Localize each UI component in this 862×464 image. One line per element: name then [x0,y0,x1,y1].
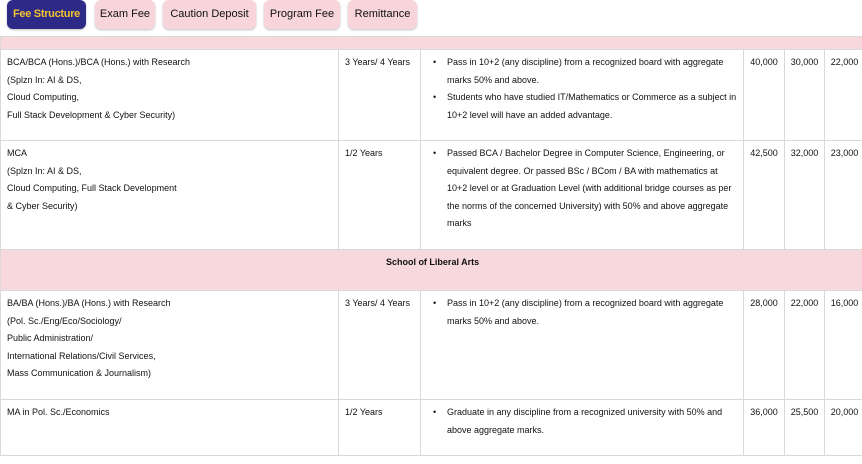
eligibility-item: • Pass in 10+2 (any discipline) from a recognized board with aggregate marks 50% and above. [427,295,737,330]
tab-program-fee[interactable]: Program Fee [264,0,340,29]
fee-cell: 22,000 [785,291,825,400]
table-row [1,291,862,400]
program-line: International Relations/Civil Services, [7,350,156,361]
table-row [1,141,862,250]
fee-cell: 36,000 [744,400,785,456]
program-cell [1,400,339,456]
program-line: (Splzn In: AI & DS, [7,74,82,85]
program-line: & Cyber Security) [7,200,78,211]
program-cell [1,291,339,400]
eligibility-cell [421,50,744,141]
fee-cell: 32,000 [785,141,825,250]
fee-cell: 16,000 [825,291,862,400]
eligibility-cell [421,291,744,400]
fee-cell: 28,000 [744,291,785,400]
program-cell [1,50,339,141]
program-cell [1,141,339,250]
section-title: School of Liberal Arts [1,250,862,291]
section-header-row-partial [1,37,862,50]
section-header-row [1,250,862,291]
program-line: Public Administration/ [7,333,94,344]
fee-tab-bar [0,0,862,36]
program-line: BCA/BCA (Hons.)/BCA (Hons.) with Research [7,57,191,67]
duration-cell: 3 Years/ 4 Years [339,291,421,400]
duration-cell: 1/2 Years [339,400,421,456]
fee-structure-table [0,36,862,456]
fee-cell: 22,000 [825,50,862,141]
program-line: (Splzn In: AI & DS, [7,165,82,176]
program-line: MCA [7,148,27,158]
eligibility-cell [421,400,744,456]
fee-table-viewport[interactable] [0,36,862,464]
program-line: (Pol. Sc./Eng/Eco/Sociology/ [7,315,122,326]
program-line: Cloud Computing, [7,92,80,103]
fee-cell: 25,500 [785,400,825,456]
eligibility-item: • Graduate in any discipline from a recognized university with 50% and above aggregate marks. [427,404,737,439]
program-line: BA/BA (Hons.)/BA (Hons.) with Research [7,298,171,308]
eligibility-cell [421,141,744,250]
program-line: MA in Pol. Sc./Economics [7,407,110,417]
table-row [1,400,862,456]
fee-cell: 30,000 [785,50,825,141]
tab-fee-structure[interactable]: Fee Structure [7,0,86,29]
program-line: Full Stack Development & Cyber Security) [7,109,176,120]
fee-cell: 23,000 [825,141,862,250]
fee-cell: 20,000 [825,400,862,456]
program-line: Cloud Computing, Full Stack Development [7,183,177,194]
program-line: Mass Communication & Journalism) [7,368,152,379]
tab-exam-fee[interactable]: Exam Fee [95,0,155,29]
eligibility-item: • Passed BCA / Bachelor Degree in Computer Science, Engineering, or equivalent degree. Or passed BSc / BCom / BA with mathematics at 10+2 level or at Graduation Level (with additional bridge courses as per the norms of the concerned University) with 50% and above aggregate marks [427,145,737,233]
table-row [1,50,862,141]
tab-remittance[interactable]: Remittance [348,0,417,29]
fee-cell: 42,500 [744,141,785,250]
duration-cell: 3 Years/ 4 Years [339,50,421,141]
fee-cell: 40,000 [744,50,785,141]
eligibility-item: • Students who have studied IT/Mathematics or Commerce as a subject in 10+2 level will have an added advantage. [427,89,737,124]
duration-cell: 1/2 Years [339,141,421,250]
eligibility-item: • Pass in 10+2 (any discipline) from a recognized board with aggregate marks 50% and above. [427,54,737,89]
tab-caution-deposit[interactable]: Caution Deposit [163,0,256,29]
